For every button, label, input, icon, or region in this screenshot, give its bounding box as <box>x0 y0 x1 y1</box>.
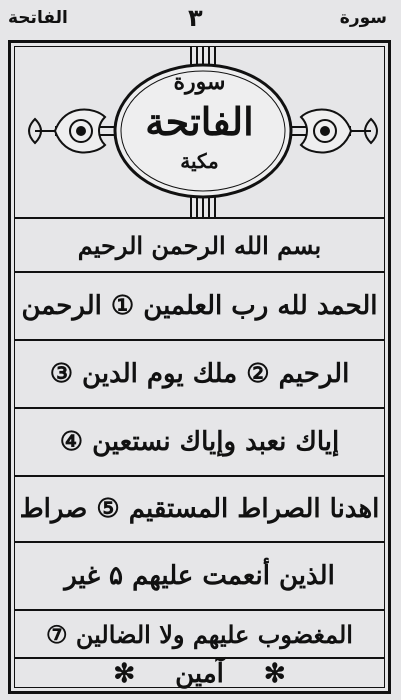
page-frame <box>8 40 391 694</box>
ameen-text: آمين <box>175 659 224 689</box>
surah-title: الفاتحة <box>145 99 254 144</box>
star-ornament-icon: ✻ <box>263 659 286 689</box>
header-surah-name: الفاتحة <box>8 8 68 28</box>
page-frame-inner <box>14 46 385 688</box>
verse-line: اهدنا الصراط المستقيم ⑤ صراط <box>15 477 384 543</box>
page-number: ٣ <box>188 4 203 32</box>
star-ornament-icon: ✻ <box>113 659 136 689</box>
ameen-line <box>15 657 384 691</box>
bismillah-line: بسم الله الرحمن الرحيم <box>15 219 384 273</box>
verse-line: المغضوب عليهم ولا الضالين ⑦ <box>15 611 384 659</box>
verse-line: الحمد لله رب العلمين ① الرحمن <box>15 273 384 341</box>
revelation-type: مكية <box>180 149 219 173</box>
title-panel <box>15 47 384 219</box>
verse-line: الذين أنعمت عليهم ۵ غير <box>15 543 384 611</box>
header-surah-label: سورة <box>339 8 387 28</box>
title-sura-label: سورة <box>173 69 226 95</box>
verse-line: الرحيم ② ملك يوم الدين ③ <box>15 341 384 409</box>
page-header <box>0 0 401 40</box>
verse-line: إياك نعبد وإياك نستعين ④ <box>15 409 384 477</box>
